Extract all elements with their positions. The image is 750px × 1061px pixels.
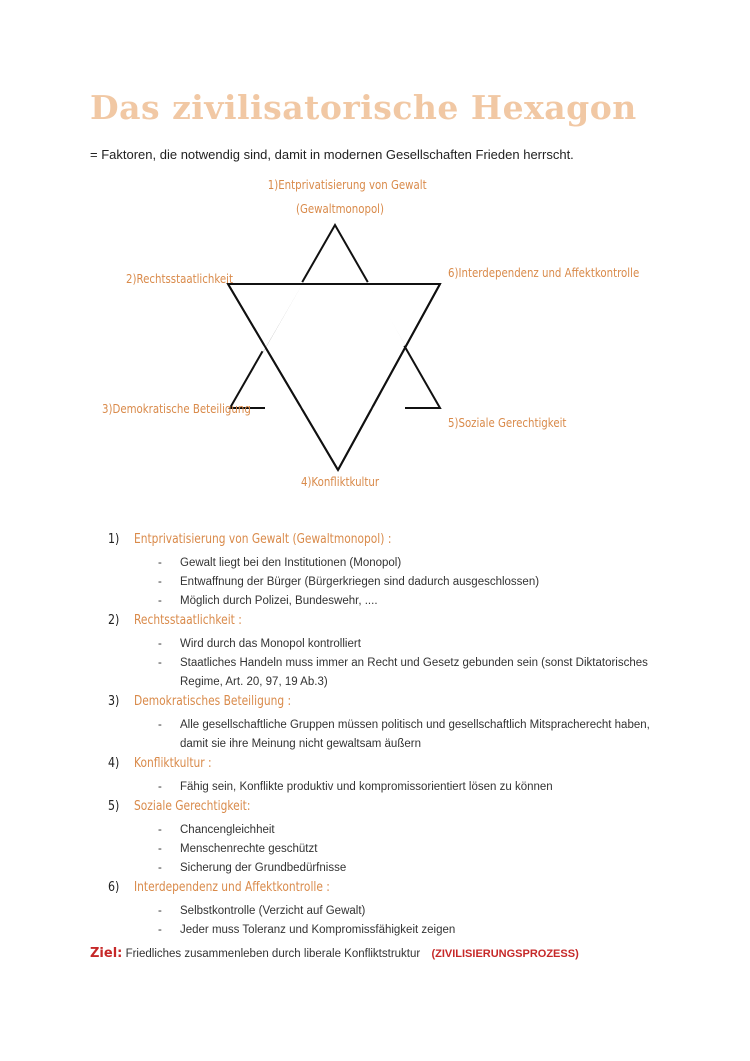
mask-left bbox=[262, 282, 302, 351]
section-number: 3) bbox=[108, 694, 120, 709]
section-number: 6) bbox=[108, 880, 120, 895]
section-5 bbox=[108, 799, 708, 878]
section-title: Konfliktkultur : bbox=[134, 756, 212, 771]
bullet-item: - Entwaffnung der Bürger (Bürgerkriegen sind dadurch ausgeschlossen) bbox=[158, 573, 650, 592]
section-title: Demokratisches Beteiligung : bbox=[134, 694, 292, 709]
upward-triangle bbox=[230, 225, 440, 408]
diagram-label-6: 6)Interdependenz und Affektkontrolle bbox=[448, 266, 640, 280]
diagram-label-5: 5)Soziale Gerechtigkeit bbox=[448, 416, 567, 430]
bullet-item: - Jeder muss Toleranz und Kompromissfähigkeit zeigen bbox=[158, 921, 650, 940]
page-title: Das zivilisatorische Hexagon bbox=[90, 88, 637, 127]
section-1 bbox=[108, 532, 708, 611]
section-title: Soziale Gerechtigkeit: bbox=[134, 799, 251, 814]
bullet-item: - Gewalt liegt bei den Institutionen (Monopol) bbox=[158, 554, 650, 573]
section-6 bbox=[108, 880, 708, 940]
diagram-label-1-line1: 1)Entprivatisierung von Gewalt bbox=[267, 178, 427, 192]
diagram-label-4: 4)Konfliktkultur bbox=[300, 475, 380, 489]
section-number: 2) bbox=[108, 613, 120, 628]
bullet-item: - Chancengleichheit bbox=[158, 821, 650, 840]
bullet-item: - Sicherung der Grundbedürfnisse bbox=[158, 859, 650, 878]
star-diagram-svg bbox=[0, 170, 750, 500]
bullet-item: - Staatliches Handeln muss immer an Recht und Gesetz gebunden sein (sonst Diktatorisches Regime, Art. 20, 97, 19 Ab.3) bbox=[158, 654, 650, 692]
section-number: 1) bbox=[108, 532, 120, 547]
diagram-label-2: 2)Rechtsstaatlichkeit bbox=[126, 272, 233, 286]
section-4 bbox=[108, 756, 708, 797]
section-2 bbox=[108, 613, 708, 692]
bullet-item: - Selbstkontrolle (Verzicht auf Gewalt) bbox=[158, 902, 650, 921]
diagram-label-3: 3)Demokratische Beteiligung bbox=[102, 402, 251, 416]
downward-triangle bbox=[228, 284, 440, 470]
section-title: Rechtsstaatlichkeit : bbox=[134, 613, 242, 628]
goal-text: Friedliches zusammenleben durch liberale Konfliktstruktur bbox=[125, 948, 421, 960]
bullet-item: - Menschenrechte geschützt bbox=[158, 840, 650, 859]
page-subtitle: = Faktoren, die notwendig sind, damit in modernen Gesellschaften Frieden herrscht. bbox=[90, 147, 574, 162]
section-3 bbox=[108, 694, 708, 754]
section-number: 4) bbox=[108, 756, 120, 771]
bullet-item: - Alle gesellschaftliche Gruppen müssen politisch und gesellschaftlich Mitspracherecht haben, damit sie ihre Meinung nicht gewaltsam äußern bbox=[158, 716, 650, 754]
bullet-item: - Möglich durch Polizei, Bundeswehr, .... bbox=[158, 592, 650, 611]
down-right-edge bbox=[338, 284, 440, 470]
hexagon-diagram bbox=[0, 170, 750, 500]
bullet-item: - Wird durch das Monopol kontrolliert bbox=[158, 635, 650, 654]
diagram-label-1-line2: (Gewaltmonopol) bbox=[295, 202, 385, 216]
section-title: Entprivatisierung von Gewalt (Gewaltmonopol) : bbox=[134, 532, 392, 547]
goal-tag: (ZIVILISIERUNGSPROZESS) bbox=[431, 948, 579, 960]
mask-right bbox=[368, 282, 404, 346]
sections-list bbox=[108, 532, 708, 942]
section-title: Interdependenz und Affektkontrolle : bbox=[134, 880, 330, 895]
goal-line bbox=[90, 946, 579, 961]
section-number: 5) bbox=[108, 799, 120, 814]
bullet-item: - Fähig sein, Konflikte produktiv und kompromissorientiert lösen zu können bbox=[158, 778, 650, 797]
goal-label: Ziel: bbox=[90, 946, 123, 961]
